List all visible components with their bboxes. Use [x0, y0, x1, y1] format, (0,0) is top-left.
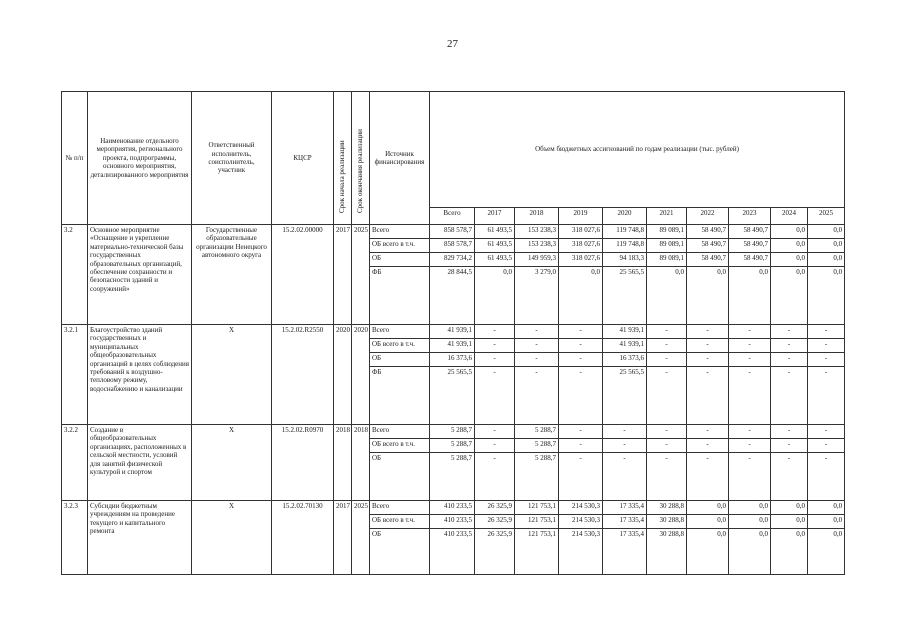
row-executor: Х [192, 425, 272, 501]
row-value: - [603, 425, 647, 439]
row-value: - [687, 425, 729, 439]
row-end: 2018 [352, 425, 370, 501]
row-value: 58 490,7 [729, 239, 771, 253]
row-value: - [771, 325, 808, 339]
row-value: 410 233,5 [430, 501, 475, 515]
header-year-6: 2022 [687, 208, 729, 225]
row-value: - [475, 339, 515, 353]
row-value: 858 578,7 [430, 225, 475, 239]
row-value: 0,0 [687, 529, 729, 575]
header-end [352, 92, 370, 225]
row-name: Создание в общеобразовательных организациях, расположенных в сельской местности, условий для занятий физической культурой и спортом [88, 425, 192, 501]
row-end: 2025 [352, 225, 370, 325]
row-value: - [559, 325, 603, 339]
row-value: - [687, 439, 729, 453]
header-no: № п/п [62, 92, 88, 225]
row-value: 0,0 [771, 239, 808, 253]
row-value: 0,0 [808, 239, 845, 253]
row-value: 30 288,8 [647, 515, 687, 529]
row-value: 153 238,3 [515, 225, 559, 239]
row-value: - [687, 325, 729, 339]
row-value: - [729, 367, 771, 425]
row-value: 61 493,5 [475, 253, 515, 267]
row-kcsr: 15.2.02.R0970 [272, 425, 334, 501]
row-value: 214 530,3 [559, 501, 603, 515]
row-value: - [808, 425, 845, 439]
row-value: 25 565,5 [430, 367, 475, 425]
row-name: Основное мероприятие «Оснащение и укрепление материально-технической базы государственных образовательных организаций, обеспечение сохранности и безопасности зданий и сооружений» [88, 225, 192, 325]
row-value: 0,0 [475, 267, 515, 325]
row-value: - [475, 325, 515, 339]
row-value: 94 183,3 [603, 253, 647, 267]
row-value: 121 753,1 [515, 515, 559, 529]
row-value: 0,0 [771, 529, 808, 575]
row-value: - [729, 353, 771, 367]
header-year-2: 2018 [515, 208, 559, 225]
row-value: 5 288,7 [515, 425, 559, 439]
row-value: - [771, 453, 808, 501]
row-value: 0,0 [687, 267, 729, 325]
row-value: - [515, 367, 559, 425]
row-value: 119 748,8 [603, 225, 647, 239]
row-value: - [515, 339, 559, 353]
row-value: 214 530,3 [559, 529, 603, 575]
row-value: 5 288,7 [430, 453, 475, 501]
row-value: 858 578,7 [430, 239, 475, 253]
row-value: - [771, 367, 808, 425]
row-value: 0,0 [808, 253, 845, 267]
row-source: ФБ [370, 267, 430, 325]
row-value: - [647, 439, 687, 453]
row-value: - [475, 367, 515, 425]
header-year-5: 2021 [647, 208, 687, 225]
header-budget: Объем бюджетных ассигнований по годам реализации (тыс. рублей) [430, 92, 845, 208]
row-value: - [729, 325, 771, 339]
header-year-0: Всего [430, 208, 475, 225]
row-value: 410 233,5 [430, 529, 475, 575]
row-value: 5 288,7 [430, 425, 475, 439]
row-value: 0,0 [808, 501, 845, 515]
row-value: - [475, 453, 515, 501]
row-value: 0,0 [729, 501, 771, 515]
row-kcsr: 15.2.02.00000 [272, 225, 334, 325]
row-value: - [515, 353, 559, 367]
row-value: 149 959,3 [515, 253, 559, 267]
row-source: Всего [370, 325, 430, 339]
row-source: Всего [370, 501, 430, 515]
row-source: ОБ [370, 529, 430, 575]
row-value: 26 325,9 [475, 501, 515, 515]
row-value: - [559, 367, 603, 425]
row-value: - [771, 353, 808, 367]
row-value: - [771, 425, 808, 439]
row-value: - [647, 325, 687, 339]
header-year-8: 2024 [771, 208, 808, 225]
row-source: ОБ всего в т.ч. [370, 439, 430, 453]
row-value: 0,0 [771, 501, 808, 515]
row-value: - [647, 453, 687, 501]
row-value: 0,0 [687, 501, 729, 515]
row-value: 153 238,3 [515, 239, 559, 253]
row-end: 2020 [352, 325, 370, 425]
row-value: 17 335,4 [603, 515, 647, 529]
table-row [62, 225, 845, 239]
row-value: 25 565,5 [603, 267, 647, 325]
row-value: 58 490,7 [687, 253, 729, 267]
row-value: - [475, 439, 515, 453]
row-value: - [687, 453, 729, 501]
row-value: 410 233,5 [430, 515, 475, 529]
row-name: Субсидии бюджетным учреждениям на проведение текущего и капитального ремонта [88, 501, 192, 575]
row-value: 16 373,6 [430, 353, 475, 367]
row-value: - [647, 367, 687, 425]
row-value: 3 279,0 [515, 267, 559, 325]
row-value: - [559, 439, 603, 453]
row-source: Всего [370, 425, 430, 439]
row-start: 2017 [334, 225, 352, 325]
row-value: - [808, 453, 845, 501]
row-value: - [687, 353, 729, 367]
budget-table [61, 91, 845, 575]
row-value: 0,0 [808, 267, 845, 325]
row-value: - [808, 367, 845, 425]
row-value: - [559, 353, 603, 367]
row-source: ОБ всего в т.ч. [370, 515, 430, 529]
row-value: 0,0 [808, 225, 845, 239]
row-source: Всего [370, 225, 430, 239]
row-value: 30 288,8 [647, 529, 687, 575]
row-value: - [729, 339, 771, 353]
row-start: 2020 [334, 325, 352, 425]
row-value: 0,0 [729, 267, 771, 325]
header-start-label: Срок начала реализации [338, 140, 347, 213]
table-row [62, 425, 845, 439]
row-executor: Государственные образовательные организации Ненецкого автономного округа [192, 225, 272, 325]
row-value: - [475, 353, 515, 367]
header-year-9: 2025 [808, 208, 845, 225]
row-value: 16 373,6 [603, 353, 647, 367]
row-executor: Х [192, 325, 272, 425]
header-year-1: 2017 [475, 208, 515, 225]
row-name: Благоустройство зданий государственных и муниципальных общеобразовательных организаций в целях соблюдения требований к воздушно-тепловому режиму, водоснабжению и канализации [88, 325, 192, 425]
table-row [62, 501, 845, 515]
row-value: - [808, 339, 845, 353]
row-value: - [687, 339, 729, 353]
header-end-label: Срок окончания реализации [356, 129, 365, 213]
row-value: 89 089,1 [647, 239, 687, 253]
row-value: 30 288,8 [647, 501, 687, 515]
row-value: 58 490,7 [729, 253, 771, 267]
row-value: 89 089,1 [647, 225, 687, 239]
row-value: 41 939,1 [430, 325, 475, 339]
row-value: - [687, 367, 729, 425]
row-value: 17 335,4 [603, 501, 647, 515]
row-value: 58 490,7 [687, 225, 729, 239]
row-value: 0,0 [729, 515, 771, 529]
row-value: - [808, 439, 845, 453]
row-value: - [515, 325, 559, 339]
row-end: 2025 [352, 501, 370, 575]
row-number: 3.2 [62, 225, 88, 325]
row-value: 17 335,4 [603, 529, 647, 575]
row-value: 25 565,5 [603, 367, 647, 425]
row-value: - [808, 325, 845, 339]
row-value: - [771, 339, 808, 353]
row-value: - [603, 453, 647, 501]
row-value: 58 490,7 [729, 225, 771, 239]
row-value: 5 288,7 [515, 439, 559, 453]
row-value: - [771, 439, 808, 453]
row-kcsr: 15.2.02.70130 [272, 501, 334, 575]
row-source: ОБ [370, 453, 430, 501]
header-start [334, 92, 352, 225]
row-value: 61 493,5 [475, 225, 515, 239]
row-value: - [647, 425, 687, 439]
row-source: ОБ [370, 353, 430, 367]
row-value: - [559, 339, 603, 353]
row-value: - [808, 353, 845, 367]
row-value: 28 844,5 [430, 267, 475, 325]
header-name: Наименование отдельного мероприятия, регионального проекта, подпрограммы, основного мероприятия, детализированного мероприятия [88, 92, 192, 225]
header-year-3: 2019 [559, 208, 603, 225]
row-value: 318 027,6 [559, 225, 603, 239]
row-value: 89 089,1 [647, 253, 687, 267]
row-kcsr: 15.2.02.R2550 [272, 325, 334, 425]
row-value: - [647, 353, 687, 367]
row-number: 3.2.2 [62, 425, 88, 501]
row-value: - [647, 339, 687, 353]
row-executor: Х [192, 501, 272, 575]
row-value: 0,0 [808, 515, 845, 529]
header-year-4: 2020 [603, 208, 647, 225]
header-kcsr: КЦСР [272, 92, 334, 225]
row-value: 0,0 [771, 515, 808, 529]
header-executor: Ответственный исполнитель, соисполнитель, участник [192, 92, 272, 225]
row-value: 214 530,3 [559, 515, 603, 529]
row-value: 0,0 [771, 253, 808, 267]
table-body [62, 225, 845, 575]
row-value: - [559, 425, 603, 439]
page-number: 27 [447, 38, 458, 50]
row-value: 41 939,1 [603, 339, 647, 353]
row-value: 0,0 [729, 529, 771, 575]
row-value: - [475, 425, 515, 439]
row-value: - [603, 439, 647, 453]
row-number: 3.2.1 [62, 325, 88, 425]
row-source: ОБ всего в т.ч. [370, 239, 430, 253]
row-start: 2017 [334, 501, 352, 575]
row-value: 121 753,1 [515, 529, 559, 575]
header-year-7: 2023 [729, 208, 771, 225]
row-start: 2018 [334, 425, 352, 501]
row-number: 3.2.3 [62, 501, 88, 575]
row-value: - [729, 425, 771, 439]
row-value: 0,0 [808, 529, 845, 575]
row-value: 26 325,9 [475, 515, 515, 529]
row-source: ОБ [370, 253, 430, 267]
row-value: 119 748,8 [603, 239, 647, 253]
row-value: 318 027,6 [559, 253, 603, 267]
row-value: 5 288,7 [515, 453, 559, 501]
row-value: 5 288,7 [430, 439, 475, 453]
header-source: Источник финансирования [370, 92, 430, 225]
row-source: ОБ всего в т.ч. [370, 339, 430, 353]
row-value: 41 939,1 [430, 339, 475, 353]
row-value: 0,0 [647, 267, 687, 325]
row-value: 0,0 [771, 267, 808, 325]
row-value: 26 325,9 [475, 529, 515, 575]
row-value: 121 753,1 [515, 501, 559, 515]
row-value: - [559, 453, 603, 501]
row-value: - [729, 439, 771, 453]
row-value: 58 490,7 [687, 239, 729, 253]
row-value: 0,0 [687, 515, 729, 529]
row-value: 0,0 [771, 225, 808, 239]
row-value: 41 939,1 [603, 325, 647, 339]
row-value: 829 734,2 [430, 253, 475, 267]
table-row [62, 325, 845, 339]
row-value: 0,0 [559, 267, 603, 325]
row-value: 61 493,5 [475, 239, 515, 253]
row-source: ФБ [370, 367, 430, 425]
row-value: 318 027,6 [559, 239, 603, 253]
row-value: - [729, 453, 771, 501]
